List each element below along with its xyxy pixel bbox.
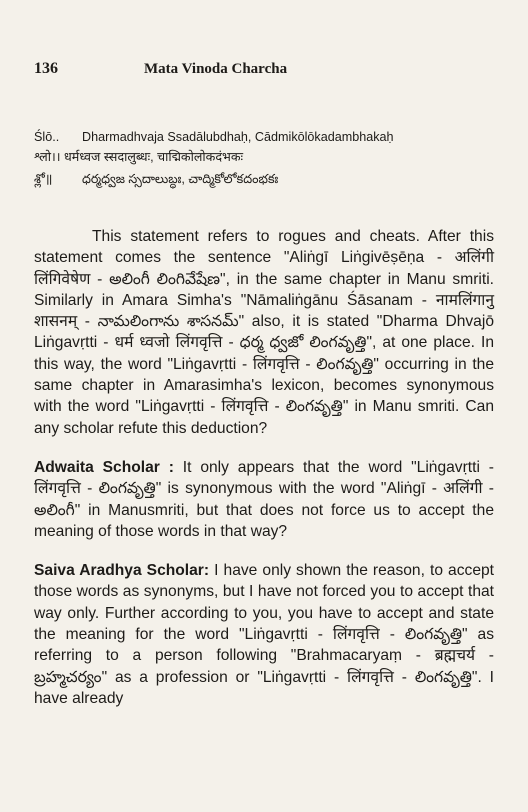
sloka-devanagari xyxy=(34,148,494,166)
sloka-telugu xyxy=(34,170,494,188)
paragraph xyxy=(34,457,494,542)
page-number: 136 xyxy=(34,60,58,77)
sloka-label-telugu: శ్లో॥ xyxy=(34,172,53,186)
paragraph: This statement refers to rogues and cheats. After this statement comes the sentence "Aliṅgī Liṅgivēṣēṇa - अलिंगी लिंगिवेषेण - అలింగీ లింగివేషేణ", in the same chapter in Manu smriti. Similarly in Amara Simha's "Nāmaliṅgānu Śāsanam - नामलिंगानु शासनम् - నామలింగాను శాసనమ్" also, it is stated "Dharma Dhvajō Liṅgavṛtti - धर्म ध्वजो लिंगवृत्ति - ధర్మ ధ్వజో లింగవృత్తి", at one place. In this way, the word "Liṅgavṛtti - लिंगवृत्ति - లింగవృత్తి" occurring in the same chapter in Amarasimha's lexicon, becomes synonymous with the word "Liṅgavṛtti - लिंगवृत्ति - లింగవృత్తి" in Manu smriti. Can any scholar refute this deduction? xyxy=(34,228,494,437)
running-title: Mata Vinoda Charcha xyxy=(144,61,288,77)
speaker-label: Adwaita Scholar : xyxy=(34,458,174,476)
speaker-label: Saiva Aradhya Scholar: xyxy=(34,562,210,580)
sloka-text-telugu: ధర్మధ్వజ స్సదాలుబ్ధః, చాద్మికోలోకదంభకః xyxy=(82,172,279,186)
sloka-text-devanagari: धर्मध्वज स्सदालुब्धः, चाद्मिकोलोकदंभकः xyxy=(64,150,244,164)
speech: It only appears that the word "Liṅgavṛtti - लिंगवृत्ति - లింగవృత్తి" is synonymous with the word "Aliṅgī - अलिंगी - అలింగీ" in Manusmriti, but that does not force us to accept the meaning of those words in that way? xyxy=(34,458,494,540)
sloka-roman xyxy=(34,128,494,146)
running-header xyxy=(34,60,494,82)
sloka-text-roman: Dharmadhvaja Ssadālubdhaḥ, Cādmikōlōkadambhakaḥ xyxy=(82,130,394,144)
sloka-label-roman: Ślō.. xyxy=(34,130,60,144)
paragraph xyxy=(34,560,494,709)
body-text xyxy=(34,226,494,727)
speech: I have only shown the reason, to accept those words as synonyms, but I have not forced you to accept that way only. Further according to you, you have to accept and state the meaning for the word "Liṅgavṛtti - लिंगवृत्ति - లింగవృత్తి" as referring to a person following "Brahmacaryaṃ - ब्रह्मचर्य - బ్రహ్మచర్యం" as a profession or "Liṅgavṛtti - लिंगवृत्ति - లింగవృత్తి". I have already xyxy=(34,562,494,707)
sloka-label-devanagari: श्लो।। xyxy=(34,150,61,164)
